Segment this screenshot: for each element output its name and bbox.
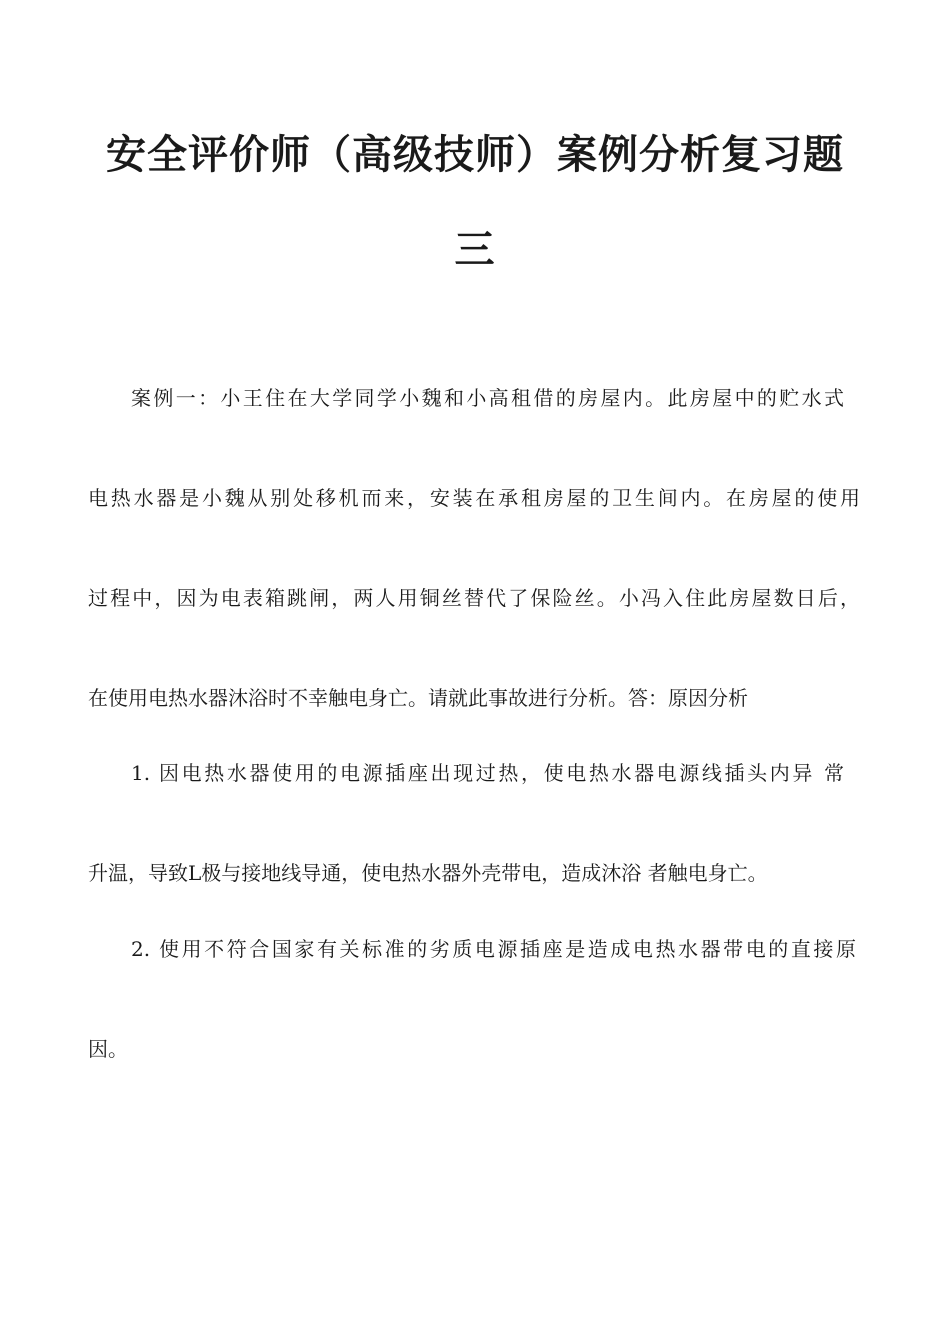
document-title-continuation: 三 — [454, 227, 496, 273]
paragraph-line: 案例一：小王住在大学同学小魏和小高租借的房屋内。此房屋中的贮水式 — [131, 386, 844, 410]
list-item-line: 2. 使用不符合国家有关标准的劣质电源插座是造成电热水器带电的直接原 — [131, 937, 856, 961]
document-title: 安全评价师（高级技师）案例分析复习题 — [106, 132, 844, 178]
paragraph-line: 在使用电热水器沐浴时不幸触电身亡。请就此事故进行分析。答：原因分析 — [88, 686, 748, 710]
list-item-line: 升温，导致L极与接地线导通，使电热水器外壳带电，造成沐浴 者触电身亡。 — [88, 861, 768, 885]
paragraph-line: 过程中，因为电表箱跳闸，两人用铜丝替代了保险丝。小冯入住此房屋数日后， — [88, 586, 860, 610]
list-item-line: 因。 — [88, 1037, 128, 1061]
paragraph-line: 电热水器是小魏从别处移机而来，安装在承租房屋的卫生间内。在房屋的使用 — [88, 486, 860, 510]
list-item-line: 1. 因电热水器使用的电源插座出现过热，使电热水器电源线插头内异 常 — [131, 761, 844, 785]
